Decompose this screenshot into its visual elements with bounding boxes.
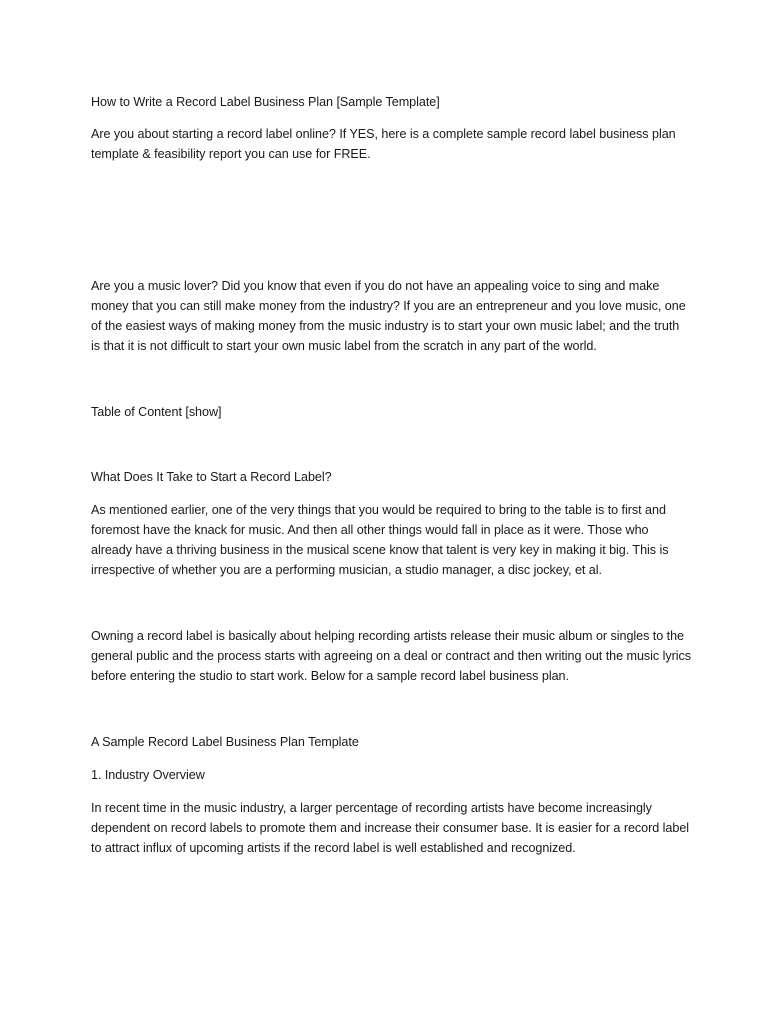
industry-overview-paragraph: In recent time in the music industry, a larger percentage of recording artists have become increasingly dependent on record labels to promote them and increase their consumer base. It is easier for a record label to attract influx of upcoming artists if the record label is well established and recognized.: [91, 801, 690, 855]
mentioned-earlier-paragraph: As mentioned earlier, one of the very things that you would be required to bring to the table is to first and foremost have the knack for music. And then all other things would fall in place as it were. Those who already have a thriving business in the musical scene know that talent is very key in making it big. This is irrespective of whether you are a performing musician, a studio manager, a disc jockey, et al.: [91, 503, 669, 577]
section-heading-sample-plan: A Sample Record Label Business Plan Template: [91, 735, 359, 749]
owning-record-label-paragraph: Owning a record label is basically about helping recording artists release their music album or singles to the general public and the process starts with agreeing on a deal or contract and then writing out the music lyrics before entering the studio to start work. Below for a sample record label business plan.: [91, 629, 691, 683]
section-heading-what-it-takes: What Does It Take to Start a Record Label?: [91, 470, 332, 484]
intro-paragraph: Are you about starting a record label online? If YES, here is a complete sample record label business plan template & feasibility report you can use for FREE.: [91, 127, 676, 161]
section-heading-industry-overview: 1. Industry Overview: [91, 768, 205, 782]
document-title: How to Write a Record Label Business Plan [Sample Template]: [91, 95, 440, 109]
table-of-content-toggle[interactable]: Table of Content [show]: [91, 405, 222, 419]
music-lover-paragraph: Are you a music lover? Did you know that even if you do not have an appealing voice to sing and make money that you can still make money from the industry? If you are an entrepreneur and you love music, one of the easiest ways of making money from the music industry is to start your own music label; and the truth is that it is not difficult to start your own music label from the scratch in any part of the world.: [91, 279, 686, 353]
